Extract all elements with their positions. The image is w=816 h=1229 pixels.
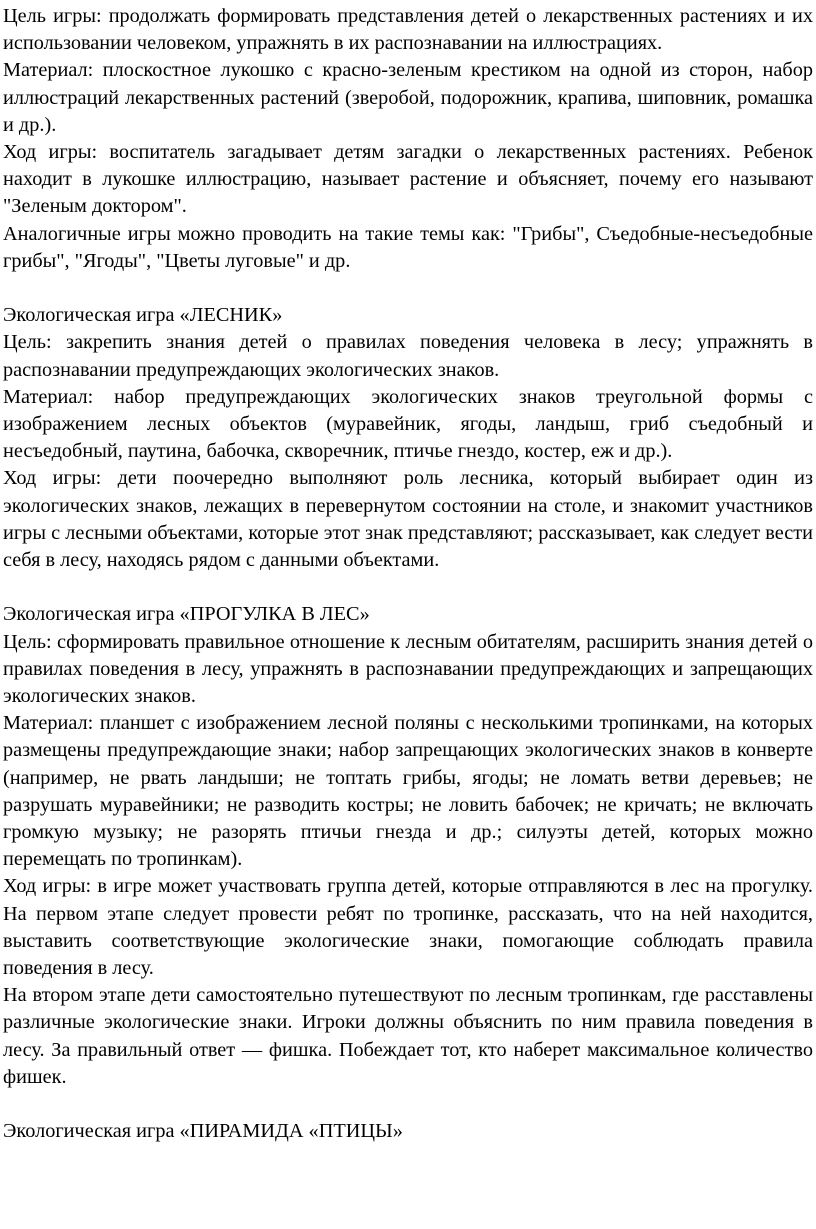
- blank-line: [3, 1091, 813, 1118]
- paragraph-forest-walk-second-stage: На втором этапе дети самостоятельно путешествуют по лесным тропинкам, где расставлены различные экологические знаки. Игроки должны объяснить по ним правила поведения в лесу. За правильный ответ — фишка. Побеждает тот, кто наберет максимальное количество фишек.: [3, 984, 813, 1088]
- heading-pyramid-birds-game: Экологическая игра «ПИРАМИДА «ПТИЦЫ»: [3, 1120, 403, 1143]
- heading-forester-game: Экологическая игра «ЛЕСНИК»: [3, 304, 283, 327]
- paragraph-medicinal-material: Материал: плоскостное лукошко с красно-зеленым крестиком на одной из сторон, набор иллюстраций лекарственных растений (зверобой, подорожник, крапива, шиповник, ромашка и др.).: [3, 59, 813, 136]
- paragraph-forest-walk-procedure: Ход игры: в игре может участвовать группа детей, которые отправляются в лес на прогулку. На первом этапе следует провести ребят по тропинке, рассказать, что на ней находится, выставить соответствующие экологические знаки, помогающие соблюдать правила поведения в лесу.: [3, 875, 813, 980]
- paragraph-forester-goal: Цель: закрепить знания детей о правилах поведения человека в лесу; упражнять в распознавании предупреждающих экологических знаков.: [3, 331, 813, 381]
- paragraph-forest-walk-goal: Цель: сформировать правильное отношение к лесным обитателям, расширить знания детей о правилах поведения в лесу, упражнять в распознавании предупреждающих и запрещающих экологических знаков.: [3, 630, 813, 708]
- paragraph-medicinal-goal: Цель игры: продолжать формировать представления детей о лекарственных растениях и их использовании человеком, упражнять в их распознавании на иллюстрациях.: [3, 5, 813, 55]
- blank-line: [3, 275, 813, 302]
- paragraph-similar-games: Аналогичные игры можно проводить на такие темы как: "Грибы", Съедобные-несъедобные грибы", "Ягоды", "Цветы луговые" и др.: [3, 222, 813, 272]
- paragraph-forest-walk-material: Материал: планшет с изображением лесной поляны с несколькими тропинками, на которых размещены предупреждающие знаки; набор запрещающих экологических знаков в конверте (например, не рвать ландыши; не топтать грибы, ягоды; не ломать ветви деревьев; не разрушать муравейники; не разводить костры; не ловить бабочек; не кричать; не включать громкую музыку; не разорять птичьи гнезда и др.; силуэты детей, которых можно перемещать по тропинкам).: [3, 712, 813, 871]
- paragraph-medicinal-procedure: Ход игры: воспитатель загадывает детям загадки о лекарственных растениях. Ребенок находит в лукошке иллюстрацию, называет растение и объясняет, почему его называют "Зеленым доктором".: [3, 141, 813, 218]
- blank-line: [3, 574, 813, 601]
- paragraph-forester-material: Материал: набор предупреждающих экологических знаков треугольной формы с изображением лесных объектов (муравейник, ягоды, ландыш, гриб съедобный и несъедобный, паутина, бабочка, скворечник, птичье гнездо, костер, еж и др.).: [3, 385, 813, 463]
- heading-forest-walk-game: Экологическая игра «ПРОГУЛКА В ЛЕС»: [3, 603, 370, 626]
- paragraph-forester-procedure: Ход игры: дети поочередно выполняют роль лесника, который выбирает один из экологических знаков, лежащих в перевернутом состоянии на столе, и знакомит участников игры с лесными объектами, которые этот знак представляют; рассказывает, как следует вести себя в лесу, находясь рядом с данными объектами.: [3, 467, 813, 572]
